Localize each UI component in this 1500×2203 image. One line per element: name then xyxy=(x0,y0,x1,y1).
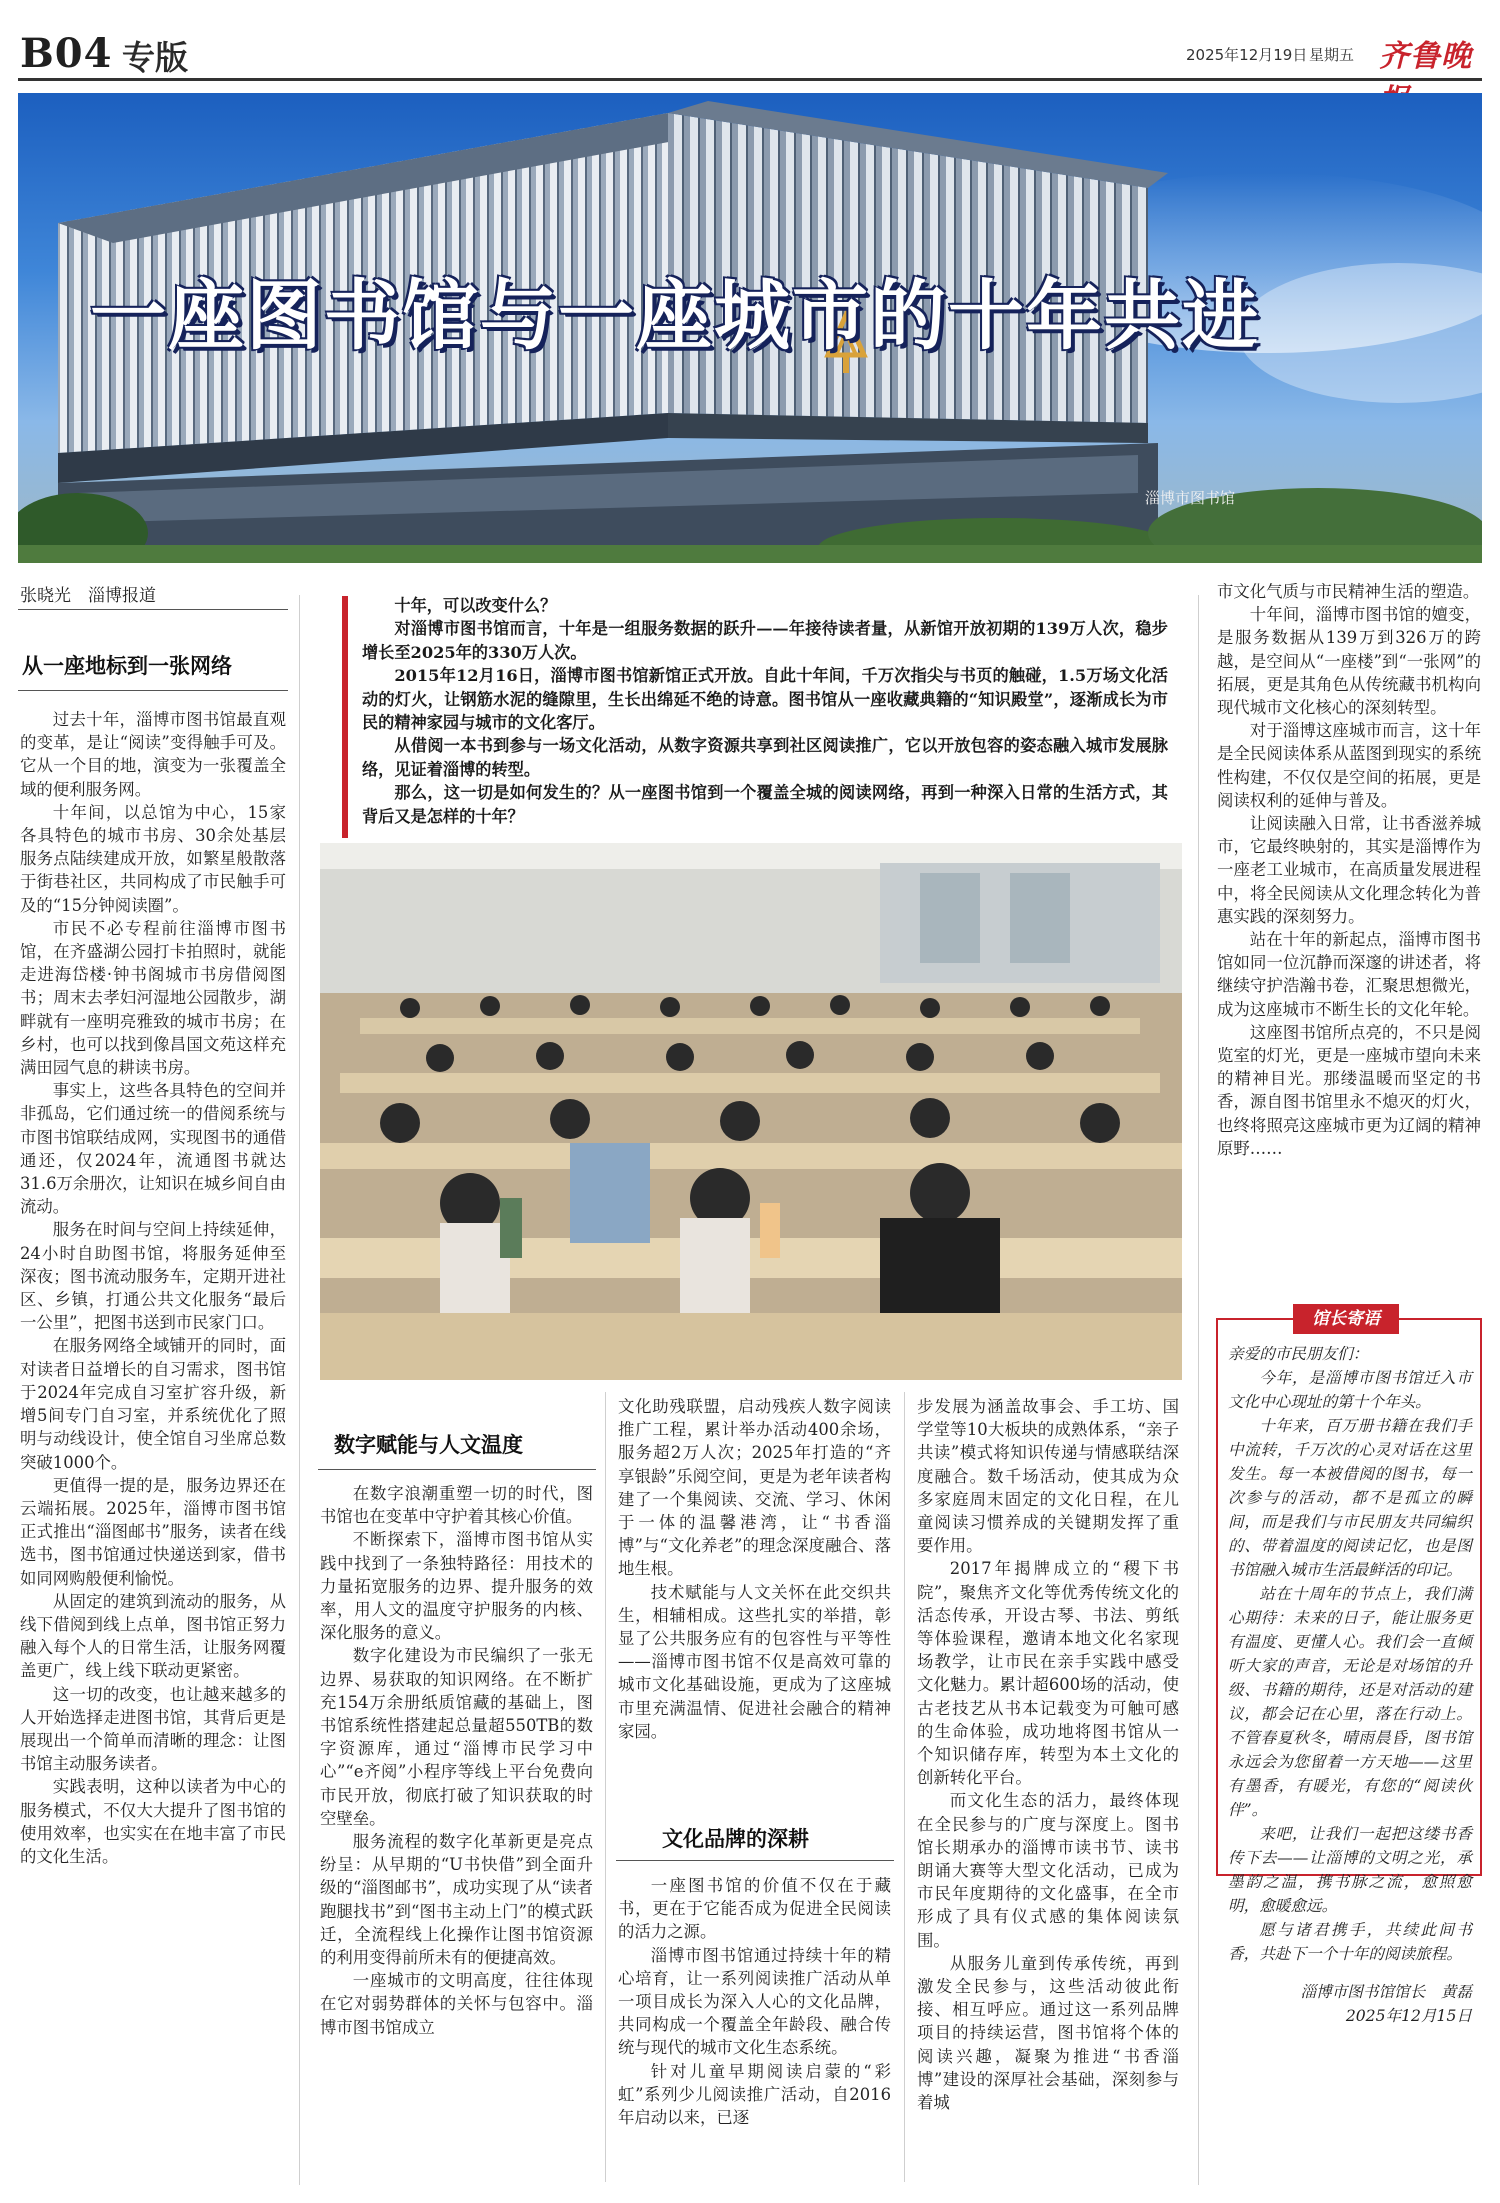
reading-room-photo xyxy=(320,843,1182,1380)
byline: 张晓光 淄博报道 xyxy=(20,586,156,606)
paragraph: 过去十年，淄博市图书馆最直观的变革，是让“阅读”变得触手可及。它从一个目的地，演变为一张覆盖全域的便利服务网。 xyxy=(20,710,286,799)
section-rule xyxy=(18,690,288,691)
issue-weekday: 星期五 xyxy=(1309,46,1355,64)
paragraph: 从服务儿童到传承传统，再到激发全民参与，这些活动彼此衔接、相互呼应。通过这一系列品牌项目的持续运营，图书馆将个体的阅读兴趣，凝聚为推进“书香淄博”建设的深厚社会基础，深刻参与着城 xyxy=(917,1953,1179,2113)
paragraph: 一座图书馆的价值不仅在于藏书，更在于它能否成为促进全民阅读的活力之源。 xyxy=(618,1876,891,1942)
column-divider xyxy=(605,1392,606,2182)
reading-room-illustration xyxy=(320,843,1182,1380)
director-message-tag: 馆长寄语 xyxy=(1293,1304,1399,1334)
paragraph: 市文化气质与市民精神生活的塑造。 xyxy=(1217,582,1480,601)
paragraph: 2017年揭牌成立的“稷下书院”，聚焦齐文化等优秀传统文化的活态传承，开设古琴、书法、剪纸等体验课程，邀请本地文化名家现场教学，让市民在亲手实践中感受文化魅力。累计超600场的活动，使古老技艺从书本记载变为可触可感的生命体验，成功地将图书馆从一个知识储存库，转型为本土文化的创新转化平台。 xyxy=(917,1559,1179,1788)
lead-line: 那么，这一切是如何发生的？从一座图书馆到一个覆盖全城的阅读网络，再到一种深入日常的生活方式，其背后又是怎样的十年？ xyxy=(362,783,1168,826)
byline-rule xyxy=(18,609,288,610)
paragraph: 在数字浪潮重塑一切的时代，图书馆也在变革中守护着其核心价值。 xyxy=(320,1484,593,1527)
paragraph: 不断探索下，淄博市图书馆从实践中找到了一条独特路径：用技术的力量拓宽服务的边界、提升服务的效率，用人文的温度守护服务的内核、深化服务的意义。 xyxy=(320,1530,593,1643)
paragraph: 这一切的改变，也让越来越多的人开始选择走进图书馆，其背后更是展现出一个简单而清晰的理念：让图书馆主动服务读者。 xyxy=(20,1684,286,1774)
section-rule xyxy=(318,1469,596,1470)
lead-paragraph xyxy=(362,594,1168,828)
column-1-text xyxy=(20,708,286,1868)
message-date: 2025年12月15日 xyxy=(1345,2007,1472,2025)
newspaper-logo: 齐鲁晚 xyxy=(1379,39,1472,74)
paragraph: 服务在时间与空间上持续延伸，24小时自助图书馆，将服务延伸至深夜；图书流动服务车，定期开进社区、乡镇，打通公共文化服务“最后一公里”，把图书送到市民家门口。 xyxy=(20,1220,286,1333)
page-number: B04 xyxy=(20,30,113,77)
paragraph: 让阅读融入日常，让书香滋养城市，它最终映射的，其实是淄博作为一座老工业城市，在高质量发展进程中，将全民阅读从文化理念转化为普惠实践的深刻努力。 xyxy=(1217,814,1481,926)
lead-line: 对淄博市图书馆而言，十年是一组服务数据的跃升——年接待读者量，从新馆开放初期的139万人次，稳步增长至2025年的330万人次。 xyxy=(362,619,1168,662)
paragraph: 十年间，淄博市图书馆的嬗变，是服务数据从139万到326万的跨越，是空间从“一座楼”到“一张网”的拓展，更是其角色从传统藏书机构向现代城市文化核心的深刻转型。 xyxy=(1217,605,1481,718)
paragraph: 实践表明，这种以读者为中心的服务模式，不仅大大提升了图书馆的使用效率，也实实在在地丰富了市民的文化生活。 xyxy=(20,1777,286,1866)
paragraph: 来吧，让我们一起把这缕书香传下去——让淄博的文明之光，承墨韵之温，携书脉之流，愈照愈明，愈暖愈远。 xyxy=(1228,1825,1472,1915)
paragraph: 十年间，以总馆为中心，15家各具特色的城市书房、30余处基层服务点陆续建成开放，如繁星般散落于街巷社区，共同构成了市民触手可及的“15分钟阅读圈”。 xyxy=(20,802,286,915)
column-2-text xyxy=(320,1482,593,2039)
paragraph: 十年来，百万册书籍在我们手中流转，千万次的心灵对话在这里发生。每一本被借阅的图书，每一次参与的活动，都不是孤立的瞬间，而是我们与市民朋友共同编织的、带着温度的阅读记忆，也是图书馆融入城市生活最鲜活的印记。 xyxy=(1228,1417,1472,1579)
column-3-text xyxy=(618,1395,891,1743)
issue-date: 2025年12月19日 xyxy=(1186,46,1308,64)
right-column-text xyxy=(1217,580,1481,1160)
paragraph: 服务流程的数字化革新更是亮点纷呈：从早期的“U书快借”到全面升级的“淄图邮书”，成功实现了从“读者跑腿找书”到“图书主动上门”的模式跃迁，全流程线上化操作让图书馆资源的利用变得前所未有的便捷高效。 xyxy=(320,1832,593,1968)
director-message-text xyxy=(1228,1342,1472,2028)
paragraph: 文化助残联盟，启动残疾人数字阅读推广工程，累计举办活动400余场，服务超2万人次；2025年打造的“齐享银龄”乐阅空间，更是为老年读者构建了一个集阅读、交流、学习、休闲于一体的温馨港湾，让“书香淄博”与“文化养老”的理念深度融合、落地生根。 xyxy=(618,1397,891,1579)
paragraph: 愿与诸君携手，共续此间书香，共赴下一个十年的阅读旅程。 xyxy=(1228,1921,1472,1963)
column-3-text-b xyxy=(618,1874,891,2129)
column-4-text xyxy=(917,1395,1179,2114)
message-greeting: 亲爱的市民朋友们： xyxy=(1228,1345,1369,1363)
paragraph: 市民不必专程前往淄博市图书馆，在齐盛湖公园打卡拍照时，就能走进海岱楼·钟书阁城市书房借阅图书；周末去孝妇河湿地公园散步，湖畔就有一座明亮雅致的城市书房；在乡村，也可以找到像昌国文苑这样充满田园气息的耕读书房。 xyxy=(20,918,286,1078)
paragraph: 站在十年的新起点，淄博市图书馆如同一位沉静而深邃的讲述者，将继续守护浩瀚书卷，汇聚思想微光，成为这座城市不断生长的文化年轮。 xyxy=(1217,930,1481,1019)
section-title: 数字赋能与人文温度 xyxy=(334,1432,523,1457)
lead-accent-bar xyxy=(342,596,348,838)
header-rule xyxy=(18,78,1482,81)
paragraph: 步发展为涵盖故事会、手工坊、国学堂等10大板块的成熟体系，“亲子共读”模式将知识传递与情感联结深度融合。数千场活动，使其成为众多家庭周末固定的文化日程，在儿童阅读习惯养成的关键期发挥了重要作用。 xyxy=(917,1397,1179,1556)
paragraph: 数字化建设为市民编织了一张无边界、易获取的知识网络。在不断扩充154万余册纸质馆藏的基础上，图书馆系统性搭建起总量超550TB的数字资源库，通过“淄博市民学习中心”“e齐阅”小程序等线上平台免费向市民开放，彻底打破了知识获取的时空壁垒。 xyxy=(320,1646,593,1828)
lead-line: 2015年12月16日，淄博市图书馆新馆正式开放。自此十年间，千万次指尖与书页的触碰，1.5万场文化活动的灯火，让钢筋水泥的缝隙里，生长出绵延不绝的诗意。图书馆从一座收藏典籍的“知识殿堂”，逐渐成长为市民的精神家园与城市的文化客厅。 xyxy=(362,666,1168,733)
column-divider xyxy=(1198,595,1199,2185)
section-label: 专版 xyxy=(122,38,188,77)
paragraph: 针对儿童早期阅读启蒙的“彩虹”系列少儿阅读推广活动，自2016年启动以来，已逐 xyxy=(618,2061,891,2128)
lead-line: 十年，可以改变什么？ xyxy=(394,596,557,615)
paragraph: 从固定的建筑到流动的服务，从线下借阅到线上点单，图书馆正努力融入每个人的日常生活，让服务网覆盖更广，线上线下联动更紧密。 xyxy=(20,1591,286,1681)
paragraph: 一座城市的文明高度，往往体现在它对弱势群体的关怀与包容中。淄博市图书馆成立 xyxy=(320,1971,593,2037)
section-title: 从一座地标到一张网络 xyxy=(22,653,232,678)
paragraph: 而文化生态的活力，最终体现在全民参与的广度与深度上。图书馆长期承办的淄博市读书节、读书朗诵大赛等大型文化活动，已成为市民年度期待的文化盛事，在全市形成了具有仪式感的集体阅读氛围。 xyxy=(917,1791,1179,1950)
section-title: 文化品牌的深耕 xyxy=(662,1826,809,1851)
paragraph: 今年，是淄博市图书馆迁入市文化中心现址的第十个年头。 xyxy=(1228,1369,1472,1411)
column-divider xyxy=(904,1392,905,2182)
paragraph: 事实上，这些各具特色的空间并非孤岛，它们通过统一的借阅系统与市图书馆联结成网，实现图书的通借通还，仅2024年，流通图书就达31.6万余册次，让知识在城乡间自由流动。 xyxy=(20,1081,286,1217)
headline: 一座图书馆与一座城市的十年共进 xyxy=(90,271,1260,360)
building-sign-text: 淄博市图书馆 xyxy=(1145,489,1236,507)
paragraph: 技术赋能与人文关怀在此交织共生，相辅相成。这些扎实的举措，彰显了公共服务应有的包容性与平等性——淄博市图书馆不仅是高效可靠的城市文化基础设施，更成为了这座城市里充满温情、促进社会融合的精神家园。 xyxy=(618,1582,891,1741)
paragraph: 站在十周年的节点上，我们满心期待：未来的日子，能让服务更有温度、更懂人心。我们会一直倾听大家的声音，无论是对场馆的升级、书籍的期待，还是对活动的建议，都会记在心里，落在行动上。不管春夏秋冬，晴雨晨昏，图书馆永远会为您留着一方天地——这里有墨香，有暖光，有您的“阅读伙伴”。 xyxy=(1228,1585,1472,1819)
column-divider xyxy=(299,595,300,2185)
message-signature: 淄博市图书馆馆长 黄磊 xyxy=(1300,1983,1472,2001)
section-rule xyxy=(616,1860,894,1861)
paragraph: 淄博市图书馆通过持续十年的精心培育，让一系列阅读推广活动从单一项目成长为深入人心的文化品牌，共同构成一个覆盖全年龄段、融合传统与现代的城市文化生态系统。 xyxy=(618,1945,891,2058)
paragraph: 这座图书馆所点亮的，不只是阅览室的灯光，更是一座城市望向未来的精神目光。那缕温暖而坚定的书香，源自图书馆里永不熄灭的灯火，也终将照亮这座城市更为辽阔的精神原野…… xyxy=(1217,1022,1481,1158)
lead-line: 从借阅一本书到参与一场文化活动，从数字资源共享到社区阅读推广，它以开放包容的姿态融入城市发展脉络，见证着淄博的转型。 xyxy=(362,736,1168,779)
paragraph: 对于淄博这座城市而言，这十年是全民阅读体系从蓝图到现实的系统性构建，不仅仅是空间的拓展，更是阅读权利的延伸与普及。 xyxy=(1217,721,1481,810)
paragraph: 在服务网络全域铺开的同时，面对读者日益增长的自习需求，图书馆于2024年完成自习室扩容升级，新增5间专门自习室，并系统优化了照明与动线设计，使全馆自习坐席总数突破1000个。 xyxy=(20,1336,286,1472)
paragraph: 更值得一提的是，服务边界还在云端拓展。2025年，淄博市图书馆正式推出“淄图邮书”服务，读者在线选书，图书馆通过快递送到家，借书如同网购般便利愉悦。 xyxy=(20,1475,286,1588)
